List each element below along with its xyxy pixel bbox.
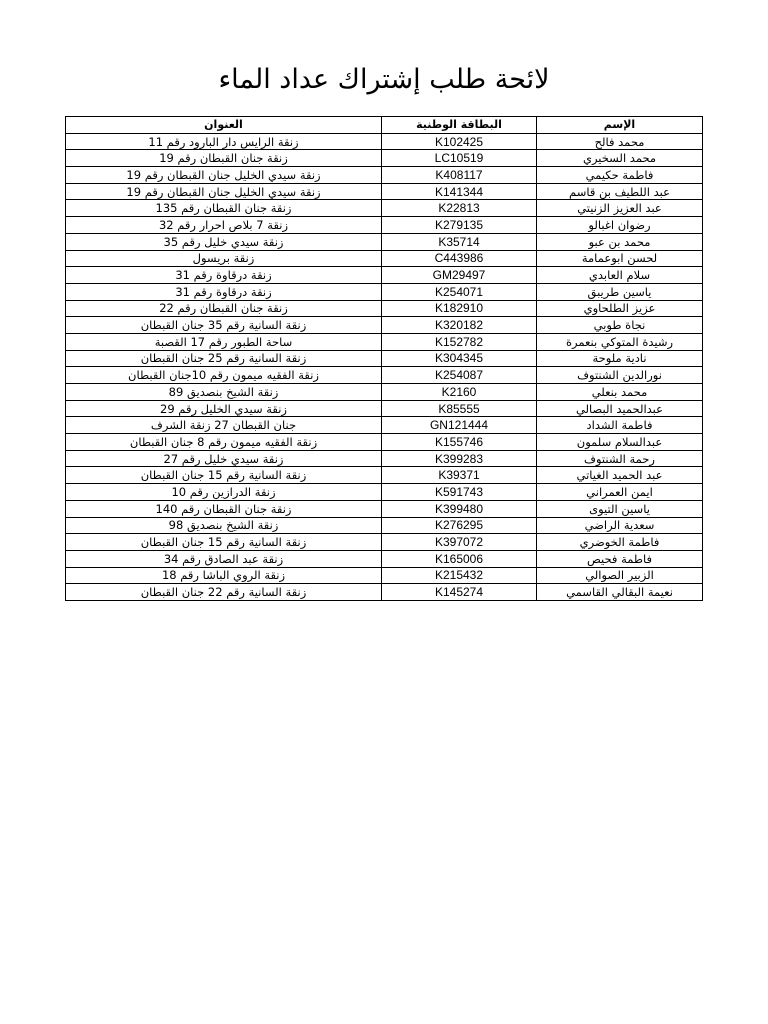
cell-card: K85555 [382,400,537,417]
table-row [66,283,703,300]
cell-card: K399480 [382,500,537,517]
cell-name: محمد السخيري [537,150,703,167]
cell-name: نعيمة البقالي القاسمي [537,584,703,601]
cell-name: رشيدة المتوكي بنعمرة [537,333,703,350]
cell-card: K2160 [382,384,537,401]
cell-card: K141344 [382,183,537,200]
cell-name: عبد اللطيف بن قاسم [537,183,703,200]
cell-address: زنقة بريسول [66,250,382,267]
cell-card: K155746 [382,434,537,451]
table-body [66,133,703,600]
cell-address: زنقة 7 بلاص احرار رقم 32 [66,217,382,234]
cell-address: زنقة جنان القبطان رقم 22 [66,300,382,317]
cell-address: زنقة الروي الباشا رقم 18 [66,567,382,584]
table-row [66,233,703,250]
cell-address: زنقة جنان القبطان رقم 19 [66,150,382,167]
table-row [66,150,703,167]
cell-address: ساحة الطبور رقم 17 القصبة [66,333,382,350]
table-row [66,417,703,434]
table-row [66,167,703,184]
cell-card: GM29497 [382,267,537,284]
cell-card: K279135 [382,217,537,234]
cell-card: K22813 [382,200,537,217]
cell-address: زنقة سيدي الخليل جنان القبطان رقم 19 [66,167,382,184]
cell-card: K39371 [382,467,537,484]
cell-card: K591743 [382,484,537,501]
table-row [66,484,703,501]
cell-address: جنان القبطان 27 زنقة الشرف [66,417,382,434]
cell-card: K304345 [382,350,537,367]
cell-name: محمد فالح [537,133,703,150]
cell-name: رضوان اغبالو [537,217,703,234]
cell-card: K399283 [382,450,537,467]
cell-name: نورالدين الشنتوف [537,367,703,384]
cell-name: ياسين التيوى [537,500,703,517]
table-row [66,183,703,200]
table-row [66,584,703,601]
cell-card: K276295 [382,517,537,534]
cell-name: فاطمة حكيمي [537,167,703,184]
cell-name: عبدالحميد البصالي [537,400,703,417]
cell-address: زنقة السانية رقم 25 جنان القبطان [66,350,382,367]
cell-address: زنقة الفقيه ميمون رقم 8 جنان القبطان [66,434,382,451]
table-row [66,534,703,551]
table-row [66,434,703,451]
table-row [66,500,703,517]
page-title: لائحة طلب إشتراك عداد الماء [218,64,550,95]
subscription-table [65,116,703,601]
cell-address: زنقة عبد الصادق رقم 34 [66,550,382,567]
table-header-row [66,117,703,134]
cell-address: زنقة جنان القبطان رقم 140 [66,500,382,517]
cell-card: K35714 [382,233,537,250]
table-row [66,350,703,367]
table-row [66,517,703,534]
cell-card: K254071 [382,283,537,300]
cell-card: K320182 [382,317,537,334]
cell-card: K254087 [382,367,537,384]
table-row [66,450,703,467]
cell-card: K408117 [382,167,537,184]
cell-name: ايمن العمراني [537,484,703,501]
cell-name: الزبير الصوالي [537,567,703,584]
table-row [66,550,703,567]
cell-address: زنقة سيدي خليل رقم 27 [66,450,382,467]
cell-address: زنقة الشيخ بنصديق 98 [66,517,382,534]
header-name: الإسم [537,117,703,134]
cell-card: K165006 [382,550,537,567]
cell-address: زنقة سيدي خليل رقم 35 [66,233,382,250]
header-card: البطاقة الوطنية [382,117,537,134]
cell-address: زنقة جنان القبطان رقم 135 [66,200,382,217]
header-address: العنوان [66,117,382,134]
cell-name: عزيز الطلحاوي [537,300,703,317]
cell-name: محمد بن عبو [537,233,703,250]
cell-address: زنقة الرايس دار البارود رقم 11 [66,133,382,150]
cell-name: رحمة الشنتوف [537,450,703,467]
cell-address: زنقة السانية رقم 15 جنان القبطان [66,467,382,484]
cell-name: سعدية الراضي [537,517,703,534]
cell-card: K145274 [382,584,537,601]
cell-name: عبد العزيز الزنيتي [537,200,703,217]
table-row [66,267,703,284]
cell-address: زنقة درقاوة رقم 31 [66,267,382,284]
cell-name: فاطمة الشداد [537,417,703,434]
table-row [66,317,703,334]
cell-name: سلام العابدي [537,267,703,284]
table-row [66,200,703,217]
table-row [66,467,703,484]
table-row [66,400,703,417]
cell-name: فاطمة الخوضري [537,534,703,551]
table-row [66,333,703,350]
table-row [66,250,703,267]
cell-name: لحسن ابوعمامة [537,250,703,267]
cell-address: زنقة سيدي الخليل رقم 29 [66,400,382,417]
cell-address: زنقة السانية رقم 22 جنان القبطان [66,584,382,601]
cell-card: GN121444 [382,417,537,434]
cell-card: C443986 [382,250,537,267]
table-row [66,133,703,150]
table-row [66,567,703,584]
cell-card: K182910 [382,300,537,317]
cell-name: نجاة طوبي [537,317,703,334]
cell-address: زنقة الدرازين رقم 10 [66,484,382,501]
cell-address: زنقة السانية رقم 35 جنان القبطان [66,317,382,334]
cell-card: K102425 [382,133,537,150]
table-row [66,217,703,234]
cell-name: ياسين طريبق [537,283,703,300]
cell-card: K152782 [382,333,537,350]
table-row [66,367,703,384]
cell-name: عبدالسلام سلمون [537,434,703,451]
cell-name: محمد بنعلي [537,384,703,401]
cell-name: نادية ملوحة [537,350,703,367]
cell-address: زنقة سيدي الخليل جنان القبطان رقم 19 [66,183,382,200]
cell-name: فاطمة فحيص [537,550,703,567]
cell-card: LC10519 [382,150,537,167]
table-row [66,384,703,401]
cell-address: زنقة السانية رقم 15 جنان القبطان [66,534,382,551]
cell-address: زنقة الشيخ بنصديق 89 [66,384,382,401]
cell-card: K215432 [382,567,537,584]
cell-card: K397072 [382,534,537,551]
cell-address: زنقة الفقيه ميمون رقم 10جنان القبطان [66,367,382,384]
cell-name: عبد الحميد الغياتي [537,467,703,484]
cell-address: زنقة درقاوة رقم 31 [66,283,382,300]
table-row [66,300,703,317]
